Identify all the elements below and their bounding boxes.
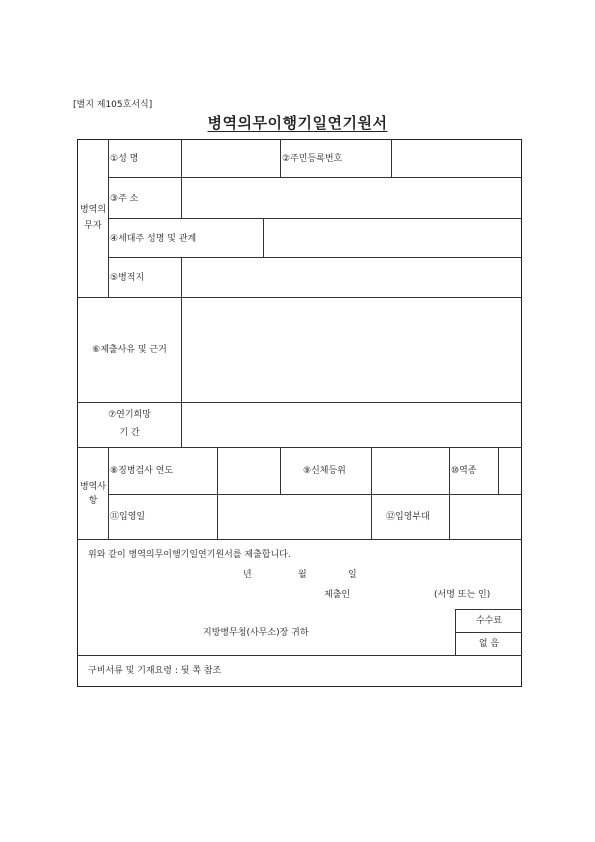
period-label: ⑦연기희망 — [108, 410, 151, 420]
name-field[interactable] — [182, 140, 279, 176]
registry-field[interactable] — [182, 258, 521, 296]
section-label-military: 병역사 — [79, 482, 107, 492]
enlist-unit-label: ⑫입영부대 — [386, 512, 430, 522]
row-divider — [77, 447, 522, 448]
address-field[interactable] — [182, 178, 521, 217]
physical-grade-label: ⑨신체등위 — [303, 466, 346, 476]
enlist-date-field[interactable] — [218, 495, 370, 538]
addressee-text: 지방병무청(사무소)장 귀하 — [203, 628, 309, 638]
col-divider — [280, 447, 281, 494]
submitter-signature-field[interactable] — [355, 586, 427, 604]
enlist-date-label: ⑪입영일 — [110, 512, 146, 522]
footer-note: 구비서류 및 기재요령 : 뒷 쪽 참조 — [88, 666, 222, 676]
reason-label: ⑥제출사유 및 근거 — [92, 345, 167, 355]
period-label: 기 간 — [119, 428, 140, 438]
row-divider — [77, 539, 522, 540]
fee-label: 수수료 — [475, 616, 503, 626]
date-day-label: 일 — [348, 570, 357, 580]
date-year-label: 년 — [243, 570, 252, 580]
address-label: ③주 소 — [110, 194, 139, 204]
row-divider — [77, 655, 522, 656]
section-label-person: 병역의 — [79, 205, 107, 215]
resident-number-label: ②주민등록번호 — [282, 154, 343, 164]
fee-value: 없 음 — [478, 639, 500, 649]
declaration-text: 위와 같이 병역의무이행기일연기원서를 제출합니다. — [88, 550, 291, 560]
submitter-label: 제출인 — [324, 590, 351, 600]
exam-year-label: ⑧징병검사 연도 — [110, 466, 174, 476]
resident-number-field[interactable] — [392, 140, 521, 176]
signature-note: (서명 또는 인) — [434, 590, 491, 600]
section-label-person: 무자 — [84, 221, 102, 231]
fee-divider-top — [455, 609, 522, 610]
form-title: 병역의무이행기일연기원서 — [207, 114, 388, 132]
col-divider — [280, 139, 281, 177]
section-label-military: 항 — [88, 496, 98, 506]
col-divider — [108, 139, 109, 297]
enlist-unit-field[interactable] — [450, 495, 521, 538]
service-type-label: ⑩역종 — [451, 466, 477, 476]
col-divider — [108, 447, 109, 539]
fee-divider-mid — [455, 632, 522, 633]
physical-grade-field[interactable] — [372, 448, 448, 493]
exam-year-field[interactable] — [218, 448, 279, 493]
householder-field[interactable] — [264, 219, 521, 256]
name-label: ①성 명 — [110, 154, 139, 164]
householder-label: ④세대주 성명 및 관계 — [110, 234, 197, 244]
service-type-field[interactable] — [499, 448, 521, 493]
date-month-label: 월 — [298, 570, 307, 580]
registry-label: ⑤병적지 — [110, 273, 145, 283]
period-field[interactable] — [182, 403, 521, 446]
reason-field[interactable] — [182, 298, 521, 401]
form-number-label: [별지 제105호서식] — [73, 100, 153, 110]
